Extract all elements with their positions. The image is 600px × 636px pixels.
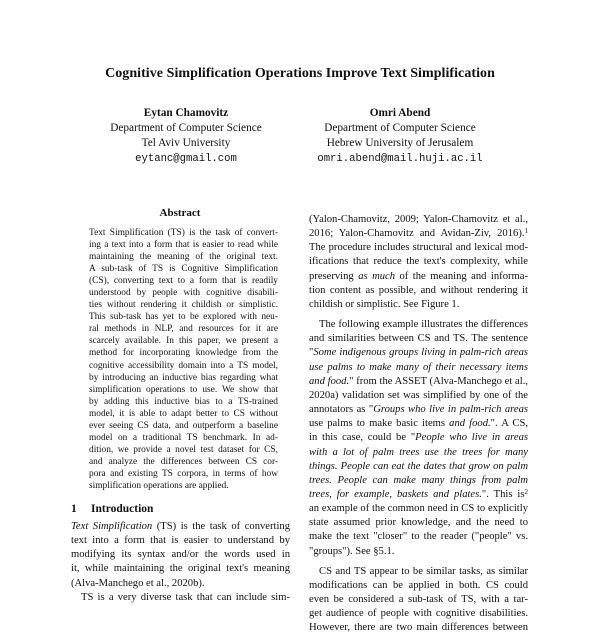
text-line: and similarities between CS and TS. The sentence (309, 333, 528, 345)
text-line: However, there are two main differences between (309, 622, 528, 634)
text-line: with a lot of palm trees use the trees for many (309, 446, 528, 458)
text-line: ever seeing CS data, and outperform a baseline (89, 420, 278, 431)
text-line: maintaining the meaning of the original text. (89, 252, 278, 263)
text-line: (Yalon-Chamovitz, 2009; Yalon-Chamovitz et al., (309, 214, 528, 225)
text-line: ties without rendering it childish or simplistic. (89, 300, 278, 311)
text-line: by introducing an inductive bias regarding what (89, 372, 278, 383)
text-line: it, while maintaining the original text's meaning (71, 563, 290, 575)
text-line: use palms to make many of their necessary items (309, 361, 528, 373)
text-line: simplification operations are applied. (89, 480, 229, 491)
section-title: Introduction (91, 503, 154, 515)
author-institution: Tel Aviv University (141, 137, 231, 150)
text-line: understood by people with cognitive disabili- (89, 288, 278, 299)
text-line: pora and existing TS corpora, in terms of how (89, 468, 278, 479)
author-block-2 (280, 106, 520, 167)
text-line: This sub-task has yet to be explored with neu- (89, 312, 278, 323)
text-line: cognitive accessibility domain into a TS model, (89, 360, 278, 371)
text-line: get audience of people with cognitive disabilities. (309, 608, 528, 620)
text-line: an example of the common need in CS to explicitly (309, 503, 528, 515)
text-line: modifications can be applied in both. CS could (309, 579, 528, 591)
footnote-mark[interactable]: 2 (524, 487, 528, 496)
text-line: and food." from the ASSET (Alva-Manchego et al., (309, 375, 528, 387)
author-institution: Hebrew University of Jerusalem (326, 137, 474, 150)
text-line: Text Simplification (TS) is the task of converting (71, 521, 290, 532)
text-line: (Alva-Manchego et al., 2020b). (71, 577, 205, 589)
text-line: use palms to make basic items and food.". A CS, (309, 418, 529, 430)
text-line: 2020a) validation set was simplified by one of the (309, 389, 528, 401)
text-line: 2016; Yalon-Chamovitz and Avidan-Ziv, 2016).$^1$ (309, 227, 528, 240)
text-line: The following example illustrates the differences (319, 319, 528, 331)
text-line: model, it is able to adapt better to CS without (89, 408, 278, 419)
text-line: ing a text into a form that is easier to read while (89, 240, 278, 251)
author-email[interactable]: eytanc@gmail.com (135, 152, 237, 165)
author-affiliation: Department of Computer Science (110, 122, 262, 135)
text-line: model on a traditional TS benchmark. In ad- (89, 432, 278, 443)
text-line: annotators as "Groups who live in palm-rich areas (309, 404, 528, 416)
author-name: Eytan Chamovitz (143, 107, 229, 119)
author-email[interactable]: omri.abend@mail.huji.ac.il (317, 152, 483, 165)
text-line: Text Simplification (TS) is the task of convert- (89, 228, 278, 238)
section-number: 1 (71, 503, 77, 515)
text-line: scarcely available. In this paper, we present a (89, 336, 278, 347)
text-line: childish or simplistic. See Figure 1. (309, 298, 460, 310)
text-line: ral methods in NLP, and resources for it are (89, 324, 278, 335)
text-line: The procedure includes structural and lexical mod- (309, 242, 528, 254)
text-line: tion content as possible, and without rendering it (309, 284, 528, 296)
author-name: Omri Abend (369, 107, 431, 119)
paper-title: Cognitive Simplification Operations Improve Text Simplification (105, 66, 495, 81)
text-line: preserving as much of the meaning and informa- (309, 270, 528, 282)
author-affiliation: Department of Computer Science (324, 122, 476, 135)
text-line: make the text "closer" to the reader ("people" vs. (309, 531, 528, 543)
abstract-heading: Abstract (159, 207, 201, 219)
text-line: (CS), converting text to a form that is readily (89, 276, 278, 287)
text-line: text into a form that is easier to understand by (71, 535, 290, 547)
text-line: even be considered a sub-task of TS, with a tar- (309, 594, 528, 606)
text-line: TS is a very diverse task that can include sim- (81, 591, 290, 603)
text-line: trees. People can make many things from palm (309, 474, 528, 486)
text-line: "Some indigenous groups living in palm-rich areas (309, 347, 528, 359)
author-block-1 (66, 106, 306, 167)
introduction-body (71, 520, 290, 605)
text-line: modifying its syntax and/or the words used in (71, 549, 290, 561)
section-heading-introduction (71, 503, 153, 515)
footnote-mark[interactable]: 1 (524, 227, 528, 236)
abstract-body (89, 227, 278, 492)
right-column-body (309, 213, 528, 636)
text-line: trees, for example, baskets and plates.". This $is^2$ (309, 487, 528, 500)
text-line: method for incorporating knowledge from the (89, 348, 278, 359)
text-line: and analyze the differences between CS cor- (89, 456, 278, 467)
text-line: simplification operations to use. We show that (89, 384, 278, 395)
text-line: by adding this inductive bias to a TS-trained (89, 396, 278, 407)
text-line: "groups"). See §5.1. (309, 545, 395, 557)
text-line: in this case, could be "People who live in areas (309, 432, 528, 444)
text-line: CS and TS appear to be similar tasks, as similar (319, 565, 528, 577)
text-line: dition, we provide a novel test dataset for CS, (89, 444, 278, 455)
text-line: things. People can eat the dates that grow on palm (309, 460, 528, 472)
text-line: A sub-task of TS is Cognitive Simplification (89, 264, 278, 275)
text-line: state assumed prior knowledge, and the need to (309, 517, 528, 529)
text-line: ifications that reduce the text's complexity, while (309, 256, 528, 268)
